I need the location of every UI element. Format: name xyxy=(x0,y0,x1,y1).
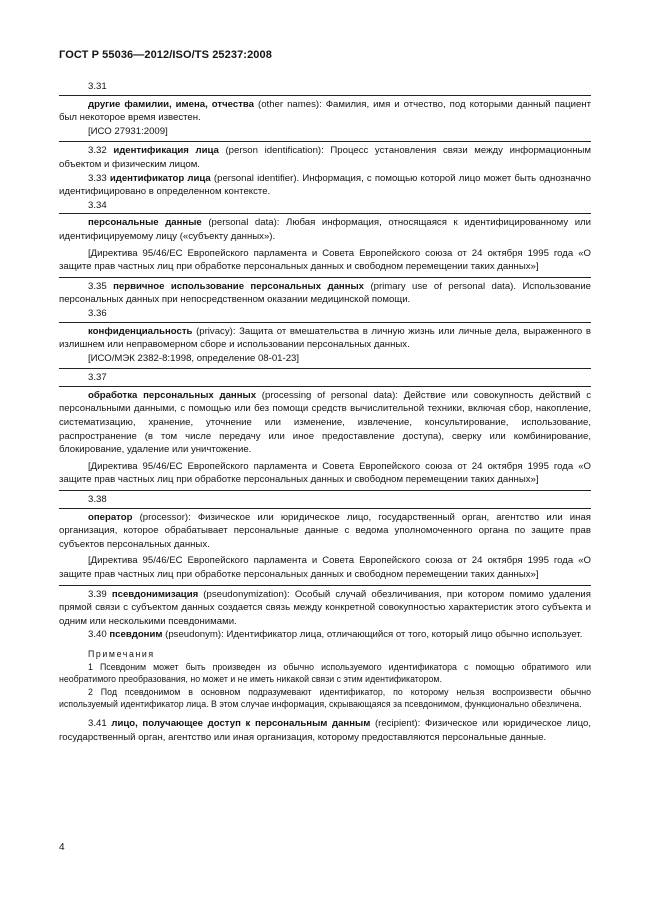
entry-text: (other names): Фамилия, имя и отчество, под которыми данный пациент был некоторое время известен. xyxy=(59,98,592,124)
boxed-entry-3-31 xyxy=(59,95,591,143)
entry-reference-3-38: [Директива 95/46/ЕС Европейского парламента и Совета Европейского союза от 24 октября 1995 года «О защите прав частных лиц при обработке персональных данных и свободном перемещении таких данных»] xyxy=(59,555,591,580)
document-header: ГОСТ Р 55036—2012/ISO/TS 25237:2008 xyxy=(59,49,272,61)
entry-text: (pseudonym): Идентификатор лица, отличающийся от того, который лицо обычно использует. xyxy=(162,629,583,641)
entry-text: (personal identifier). Информация, с помощью которой лицо может быть однозначно идентифицировано в определенном контексте. xyxy=(59,172,592,198)
entry-term: псевдоним xyxy=(109,629,163,641)
entry-reference-3-37: [Директива 95/46/ЕС Европейского парламента и Совета Европейского союза от 24 октября 1995 года «О защите прав частных лиц при обработке персональных данных и свободном перемещении таких данных»] xyxy=(59,460,591,486)
entry-text: (personal data): Любая информация, относящаяся к идентифицированному или идентифицируемому лицу («субъекту данных»). xyxy=(59,217,592,242)
entry-definition-3-31 xyxy=(59,98,591,125)
entry-number: 3.39 xyxy=(88,588,107,600)
entry-reference-3-34: [Директива 95/46/ЕС Европейского парламента и Совета Европейского союза от 24 октября 1995 года «О защите прав частных лиц при обработке персональных данных и свободном перемещении таких данных»] xyxy=(59,247,591,273)
notes-block xyxy=(59,648,591,711)
entry-number: 3.35 xyxy=(88,280,107,292)
entry-number-3-31: 3.31 xyxy=(88,81,107,92)
document-body xyxy=(59,80,591,744)
entry-text: (person identification): Процесс установления связи между информационным объектом и физическим лицом. xyxy=(59,145,591,170)
entry-3-33 xyxy=(59,172,591,199)
notes-title: Примечания xyxy=(88,648,155,659)
entry-term: псевдонимизация xyxy=(111,588,199,600)
entry-number-3-37: 3.37 xyxy=(88,372,107,384)
entry-number-3-38: 3.38 xyxy=(88,494,107,506)
entry-definition-3-37 xyxy=(59,389,591,457)
entry-3-35 xyxy=(59,280,591,307)
entry-text: (recipient): Физическое или юридическое лицо, государственный орган, агентство или иная организация, которому предоставляются персональные данные. xyxy=(59,717,591,743)
entry-reference-3-36: [ИСО/МЭК 2382-8:1998, определение 08-01-23] xyxy=(88,352,300,364)
boxed-entry-3-38 xyxy=(59,508,591,586)
entry-definition-3-38 xyxy=(59,511,591,552)
entry-term: идентификация лица xyxy=(113,145,219,157)
entry-number-3-34: 3.34 xyxy=(88,199,107,211)
boxed-entry-3-36 xyxy=(59,322,591,370)
entry-term: персональные данные xyxy=(88,217,202,229)
boxed-entry-3-37 xyxy=(59,386,591,491)
entry-text: (processing of personal data): Действие или совокупность действий с персональными данными, с помощью или без помощи средств вычислительной техники, включая сбор, накопление, систематизацию, хранение, уточнение или изменение, извлечение, консультирование, использование, распространение (в том числе передачу или иное предоставление доступа), сверку или комбинирование, блокирование, удаление или уничтожение. xyxy=(59,389,591,456)
boxed-entry-3-34 xyxy=(59,213,591,277)
entry-term: первичное использование персональных данных xyxy=(113,280,365,292)
page-number: 4 xyxy=(59,842,65,853)
entry-3-41 xyxy=(59,717,591,744)
entry-term: оператор xyxy=(88,511,133,523)
entry-3-40 xyxy=(59,628,591,642)
entry-3-39 xyxy=(59,588,591,629)
entry-definition-3-34 xyxy=(59,216,591,243)
entry-text: (processor): Физическое или юридическое лицо, государственный орган, агентство или иная организация, которое обрабатывает персональные данные с ведома уполномоченного органа по защите прав субъектов персональных данных. xyxy=(59,511,591,550)
entry-number: 3.33 xyxy=(88,172,107,184)
entry-definition-3-36 xyxy=(59,325,591,352)
entry-term: лицо, получающее доступ к персональным данным xyxy=(111,717,371,729)
entry-3-32 xyxy=(59,144,591,171)
entry-reference-3-31: [ИСО 27931:2009] xyxy=(88,125,168,137)
entry-text: (privacy): Защита от вмешательства в личную жизнь или личные дела, выраженного в излишнем или неправомерном сборе и использовании персональных данных. xyxy=(59,325,591,351)
entry-number-3-36: 3.36 xyxy=(88,307,107,319)
note-2: 2 Под псевдонимом в основном подразумевают идентификатор, по которому нельзя воспроизвести обычно используемый идентификатор лица. В этом случае информация, скрывающаяся за псевдонимом, функционально обезличена. xyxy=(59,686,591,710)
note-1: 1 Псевдоним может быть произведен из обычно используемого идентификатора с помощью обратимого или необратимого преобразования, но может и не иметь никакой связи с этим идентификатором. xyxy=(59,661,591,685)
entry-number: 3.40 xyxy=(88,629,107,641)
entry-number: 3.41 xyxy=(88,717,107,729)
entry-term: идентификатор лица xyxy=(109,172,211,184)
entry-term: конфиденциальность xyxy=(88,325,193,337)
entry-term: другие фамилии, имена, отчества xyxy=(88,98,255,110)
entry-number: 3.32 xyxy=(88,145,107,157)
entry-text: (pseudonymization): Особый случай обезличивания, при котором помимо удаления прямой связи с субъектом данных создается связь между конкретной совокупностью характеристик этого субъекта и одним или несколькими псевдонимами. xyxy=(59,588,591,627)
entry-term: обработка персональных данных xyxy=(88,389,257,401)
entry-text: (primary use of personal data). Использование персональных данных при непосредственном оказании медицинской помощи. xyxy=(59,280,592,306)
